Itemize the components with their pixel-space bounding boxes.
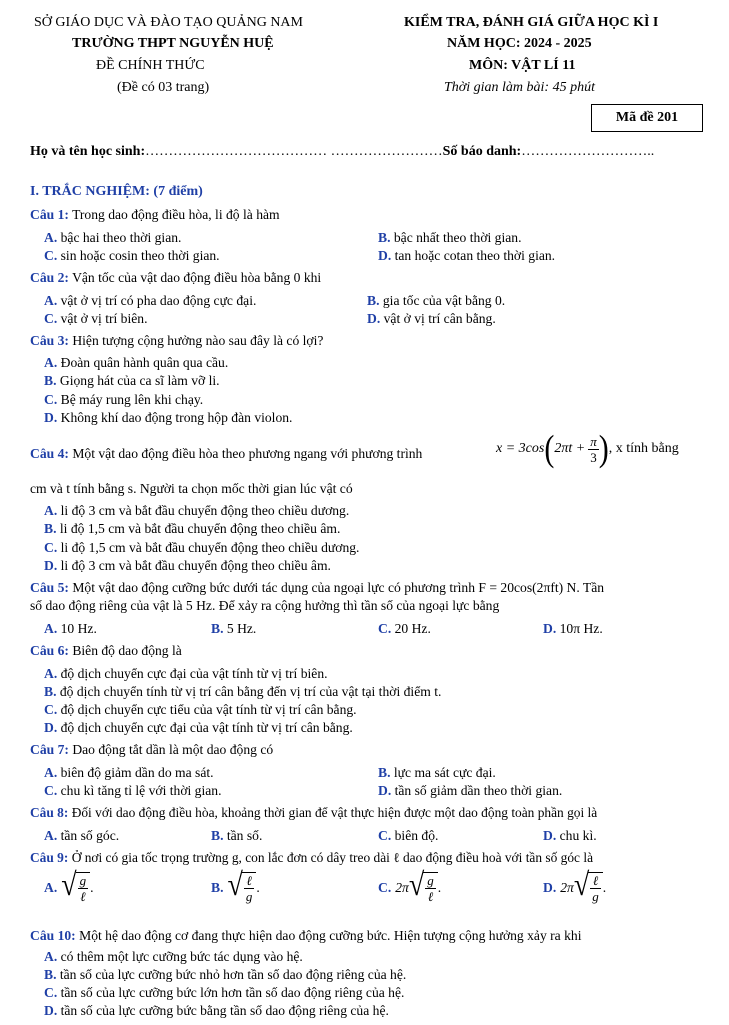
question-3: Câu 3: Hiện tượng cộng hưởng nào sau đây là có lợi?: [30, 333, 324, 348]
right-paren: ): [598, 427, 609, 469]
question-4: Câu 4: Một vật dao động điều hòa theo phương ngang với phương trình: [30, 446, 423, 461]
q6-option-b: B. độ dịch chuyển tính từ vị trí cân bằng đến vị trí của vật tại thời điểm t.: [44, 684, 442, 699]
question-5-line2: số dao động riêng của vật là 5 Hz. Để xảy ra cộng hưởng thì tần số của ngoại lực bằng: [30, 598, 500, 613]
q7-option-b: B. lực ma sát cực đại.: [378, 765, 496, 780]
school-name: TRƯỜNG THPT NGUYỄN HUỆ: [72, 36, 274, 51]
student-info-line: [30, 144, 654, 160]
q7-option-a: A. biên độ giảm dần do ma sát.: [44, 765, 214, 780]
q4-option-d: D. li độ 3 cm và bắt đầu chuyển động theo chiều âm.: [44, 558, 331, 573]
q1-option-c: C. sin hoặc cosin theo thời gian.: [44, 248, 220, 263]
question-7: Câu 7: Dao động tắt dần là một dao động có: [30, 742, 274, 757]
q6-option-c: C. độ dịch chuyển cực tiểu của vật tính từ vị trí cân bằng.: [44, 702, 357, 717]
q2-option-a: A. vật ở vị trí có pha dao động cực đại.: [44, 293, 257, 308]
q4-option-b: B. li độ 1,5 cm và bắt đầu chuyển động theo chiều âm.: [44, 521, 341, 536]
q8-option-a: A. tần số góc.: [44, 828, 120, 843]
exam-code-box: Mã đề 201: [591, 104, 703, 132]
q6-option-d: D. độ dịch chuyển cực đại của vật tính từ vị trí cân bằng.: [44, 720, 353, 735]
q9-option-c: C. 2π √ $\frac{g}{\text{ℓ}}$ .: [378, 867, 442, 904]
q3-option-d: D. Không khí dao động trong hộp đàn violon.: [44, 410, 293, 425]
q8-option-c: C. biên độ.: [378, 828, 439, 843]
question-2: Câu 2: Vận tốc của vật dao động điều hòa bằng 0 khi: [30, 270, 322, 285]
sqrt-g-over-l: √ $\frac{g}{\text{ℓ}}$: [61, 872, 90, 903]
question-10: Câu 10: Một hệ dao động cơ đang thực hiện dao động cưỡng bức. Hiện tượng cộng hưởng xảy ra khi: [30, 928, 582, 943]
q10-option-b: B. tần số của lực cưỡng bức nhỏ hơn tần số dao động riêng của hệ.: [44, 967, 407, 982]
student-id-dots: ………………………..: [521, 144, 655, 159]
exam-title: KIỂM TRA, ĐÁNH GIÁ GIỮA HỌC KÌ I: [404, 15, 659, 30]
sqrt-l-over-g: √ $\frac{\text{ℓ}}{g}$: [227, 872, 256, 903]
q5-option-b: B. 5 Hz.: [211, 621, 257, 636]
q1-option-b: B. bậc nhất theo thời gian.: [378, 230, 522, 245]
school-year: NĂM HỌC: 2024 - 2025: [447, 36, 592, 51]
q3-option-c: C. Bệ máy rung lên khi chạy.: [44, 392, 204, 407]
student-id-label: Số báo danh:: [442, 144, 522, 159]
q1-option-a: A. bậc hai theo thời gian.: [44, 230, 182, 245]
left-paren: (: [544, 427, 555, 469]
subject: MÔN: VẬT LÍ 11: [469, 58, 576, 73]
q9-option-b: B. √ $\frac{\text{ℓ}}{g}$ .: [211, 867, 260, 904]
question-1: Câu 1: Trong dao động điều hòa, li độ là hàm: [30, 207, 280, 222]
q5-option-a: A. 10 Hz.: [44, 621, 97, 636]
q6-option-a: A. độ dịch chuyển cực đại của vật tính từ vị trí biên.: [44, 666, 328, 681]
question-4-line2: cm và t tính bằng s. Người ta chọn mốc thời gian lúc vật có: [30, 481, 353, 496]
q4-option-c: C. li độ 1,5 cm và bắt đầu chuyển động theo chiều dương.: [44, 540, 360, 555]
department-name: SỞ GIÁO DỤC VÀ ĐÀO TẠO QUẢNG NAM: [34, 15, 303, 30]
pi-over-3: $\frac{\pi}{3}$: [590, 433, 597, 465]
q4-option-a: A. li độ 3 cm và bắt đầu chuyển động theo chiều dương.: [44, 503, 350, 518]
q4-after: , x tính bằng: [608, 441, 679, 456]
eq-arg: 2πt +: [554, 441, 586, 456]
student-name-dots: ………………………………… ……………………: [145, 144, 443, 159]
two-pi-sqrt-l-over-g: √ $\frac{\text{ℓ}}{g}$: [574, 872, 603, 903]
q7-option-d: D. tần số giảm dần theo thời gian.: [378, 783, 563, 798]
question-8: Câu 8: Đối với dao động điều hòa, khoảng thời gian để vật thực hiện được một dao động toàn phần gọi là: [30, 805, 598, 820]
eq-lhs: x = 3cos: [496, 441, 545, 456]
q2-option-d: D. vật ở vị trí cân bằng.: [367, 311, 496, 326]
q9-option-a: A. √ $\frac{g}{\text{ℓ}}$ .: [44, 867, 94, 904]
q10-option-c: C. tần số của lực cưỡng bức lớn hơn tần số dao động riêng của hệ.: [44, 985, 405, 1000]
page-count: (Đề có 03 trang): [117, 80, 210, 95]
two-pi-sqrt-g-over-l: √ $\frac{g}{\text{ℓ}}$: [409, 872, 438, 903]
question-9: Câu 9: Ở nơi có gia tốc trọng trường g, con lắc đơn có dây treo dài ℓ dao động điều hoà với tần số góc là: [30, 850, 594, 865]
q10-option-d: D. tần số của lực cưỡng bức bằng tần số dao động riêng của hệ.: [44, 1003, 389, 1018]
q4-equation: [496, 427, 679, 469]
student-name-label: Họ và tên học sinh:: [30, 144, 146, 159]
question-6: Câu 6: Biên độ dao động là: [30, 643, 182, 658]
q2-option-b: B. gia tốc của vật bằng 0.: [367, 293, 506, 308]
q9-option-d: D. 2π √ $\frac{\text{ℓ}}{g}$ .: [543, 867, 607, 904]
exam-time: Thời gian làm bài: 45 phút: [444, 80, 595, 95]
q3-option-a: A. Đoàn quân hành quân qua cầu.: [44, 355, 229, 370]
section-title: I. TRẮC NGHIỆM: (7 điểm): [30, 184, 203, 199]
q8-option-d: D. chu kì.: [543, 828, 597, 843]
q7-option-c: C. chu kì tăng tỉ lệ với thời gian.: [44, 783, 222, 798]
q3-option-b: B. Giọng hát của ca sĩ làm vỡ li.: [44, 373, 220, 388]
q2-option-c: C. vật ở vị trí biên.: [44, 311, 148, 326]
q5-option-c: C. 20 Hz.: [378, 621, 431, 636]
q5-option-d: D. 10π Hz.: [543, 621, 603, 636]
q8-option-b: B. tần số.: [211, 828, 263, 843]
q10-option-a: A. có thêm một lực cưỡng bức tác dụng vào hệ.: [44, 949, 303, 964]
official-label: ĐỀ CHÍNH THỨC: [96, 58, 205, 73]
question-5: Câu 5: Một vật dao động cưỡng bức dưới tác dụng của ngoại lực có phương trình F = 20cos(2πft) N. Tần: [30, 580, 605, 595]
q1-option-d: D. tan hoặc cotan theo thời gian.: [378, 248, 556, 263]
